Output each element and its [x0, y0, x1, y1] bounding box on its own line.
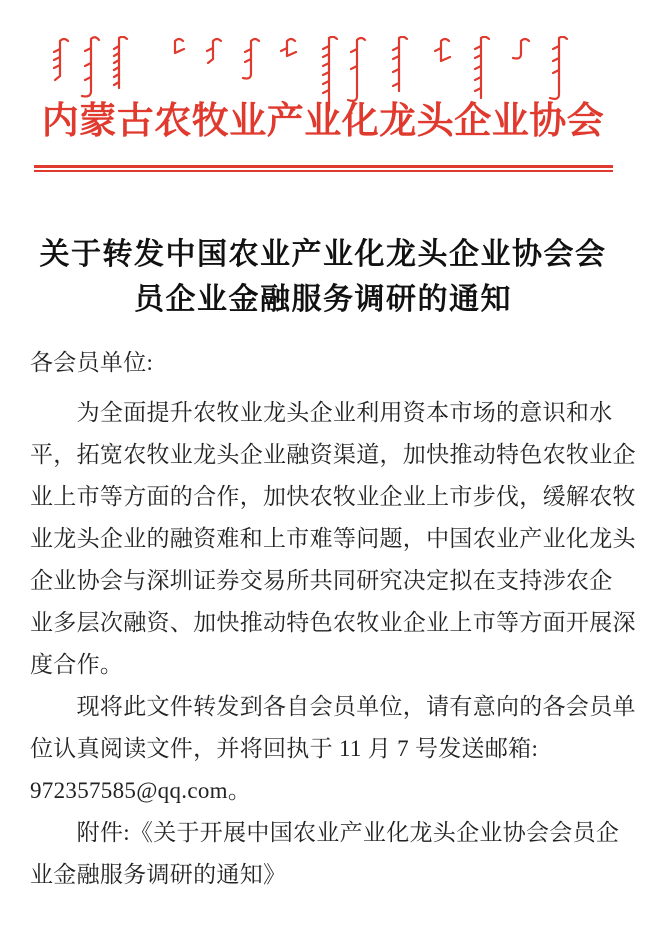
body-line: 度合作。	[30, 652, 124, 677]
body-line: 972357585@qq.com。	[30, 778, 252, 803]
body-line: 业金融服务调研的通知》	[30, 862, 287, 887]
org-name-title: 内蒙古农牧业产业化龙头企业协会	[41, 101, 605, 142]
body-line: 业龙头企业的融资难和上市难等问题，中国农业产业化龙头	[30, 526, 636, 551]
body-line: 现将此文件转发到各自会员单位，请有意向的各会员单	[30, 694, 636, 719]
letterhead-rule	[34, 165, 613, 172]
body-line: 业上市等方面的合作，加快农牧业企业上市步伐，缓解农牧	[30, 484, 636, 509]
body-lines	[30, 392, 636, 896]
body-line: 为全面提升农牧业龙头企业利用资本市场的意识和水	[30, 400, 613, 425]
document-body	[0, 342, 646, 896]
notice-title-line: 员企业金融服务调研的通知	[134, 283, 512, 316]
body-line: 业多层次融资、加快推动特色农牧业企业上市等方面开展深	[30, 610, 636, 635]
body-line: 平，拓宽农牧业龙头企业融资渠道，加快推动特色农牧业企	[30, 442, 636, 467]
body-line: 位认真阅读文件，并将回执于 11 月 7 号发送邮箱:	[30, 736, 539, 761]
body-line: 附件:《关于开展中国农业产业化龙头企业协会会员企	[30, 820, 620, 845]
body-line: 企业协会与深圳证券交易所共同研究决定拟在支持涉农企	[30, 568, 613, 593]
notice-title-line: 关于转发中国农业产业化龙头企业协会会	[39, 238, 607, 271]
salutation: 各会员单位:	[30, 350, 154, 375]
notice-title	[0, 232, 646, 322]
